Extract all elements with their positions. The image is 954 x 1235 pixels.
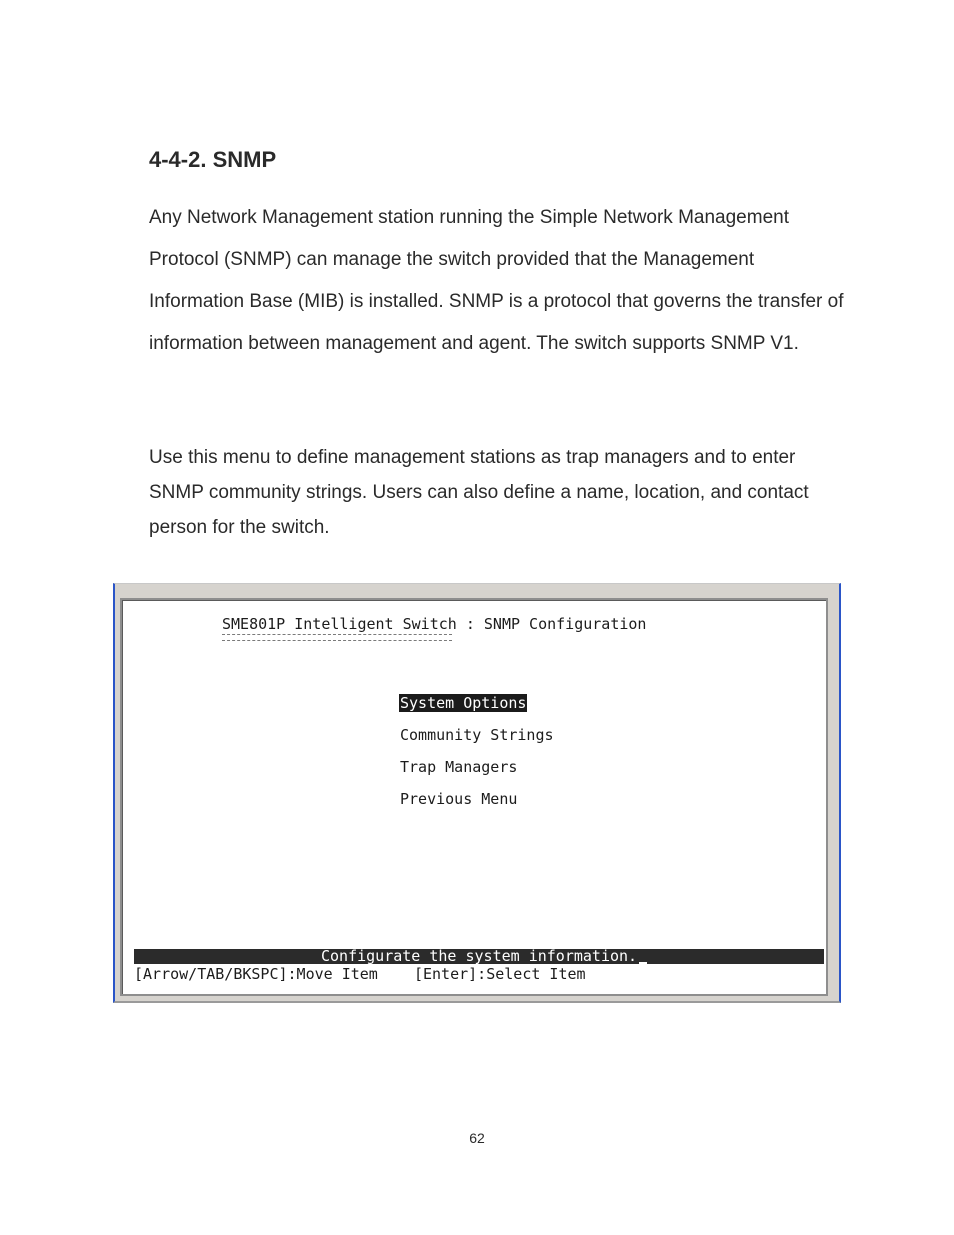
intro-paragraph: Any Network Management station running the Simple Network Management Protocol (SNMP) can manage the switch provided that the Management Information Base (MIB) is installed. SNMP is a protocol that governs the transfer of information between management and agent. The switch supports SNMP V1. <box>149 207 844 354</box>
terminal-window <box>120 598 828 996</box>
title-underline <box>222 634 452 641</box>
menu-item-community-strings[interactable]: Community Strings <box>400 726 554 744</box>
usage-paragraph: Use this menu to define management stations as trap managers and to enter SNMP community strings. Users can also define a name, location, and contact person for the switch. <box>149 447 809 538</box>
help-move: [Arrow/TAB/BKSPC]:Move Item <box>134 965 378 983</box>
snmp-menu <box>399 694 555 822</box>
menu-item-trap-managers[interactable]: Trap Managers <box>400 758 518 776</box>
help-select: [Enter]:Select Item <box>413 965 586 983</box>
terminal-screenshot <box>113 583 841 1003</box>
menu-item-previous-menu[interactable]: Previous Menu <box>400 790 518 808</box>
section-heading: 4-4-2. SNMP <box>149 147 277 172</box>
terminal-title: SME801P Intelligent Switch : SNMP Configuration <box>222 615 647 633</box>
status-bar <box>134 949 824 964</box>
status-message: Configurate the system information. <box>321 947 638 965</box>
page-number: 62 <box>469 1130 485 1146</box>
cursor-icon <box>639 962 647 964</box>
key-help-line <box>134 965 586 983</box>
menu-item-system-options[interactable]: System Options <box>400 694 527 712</box>
